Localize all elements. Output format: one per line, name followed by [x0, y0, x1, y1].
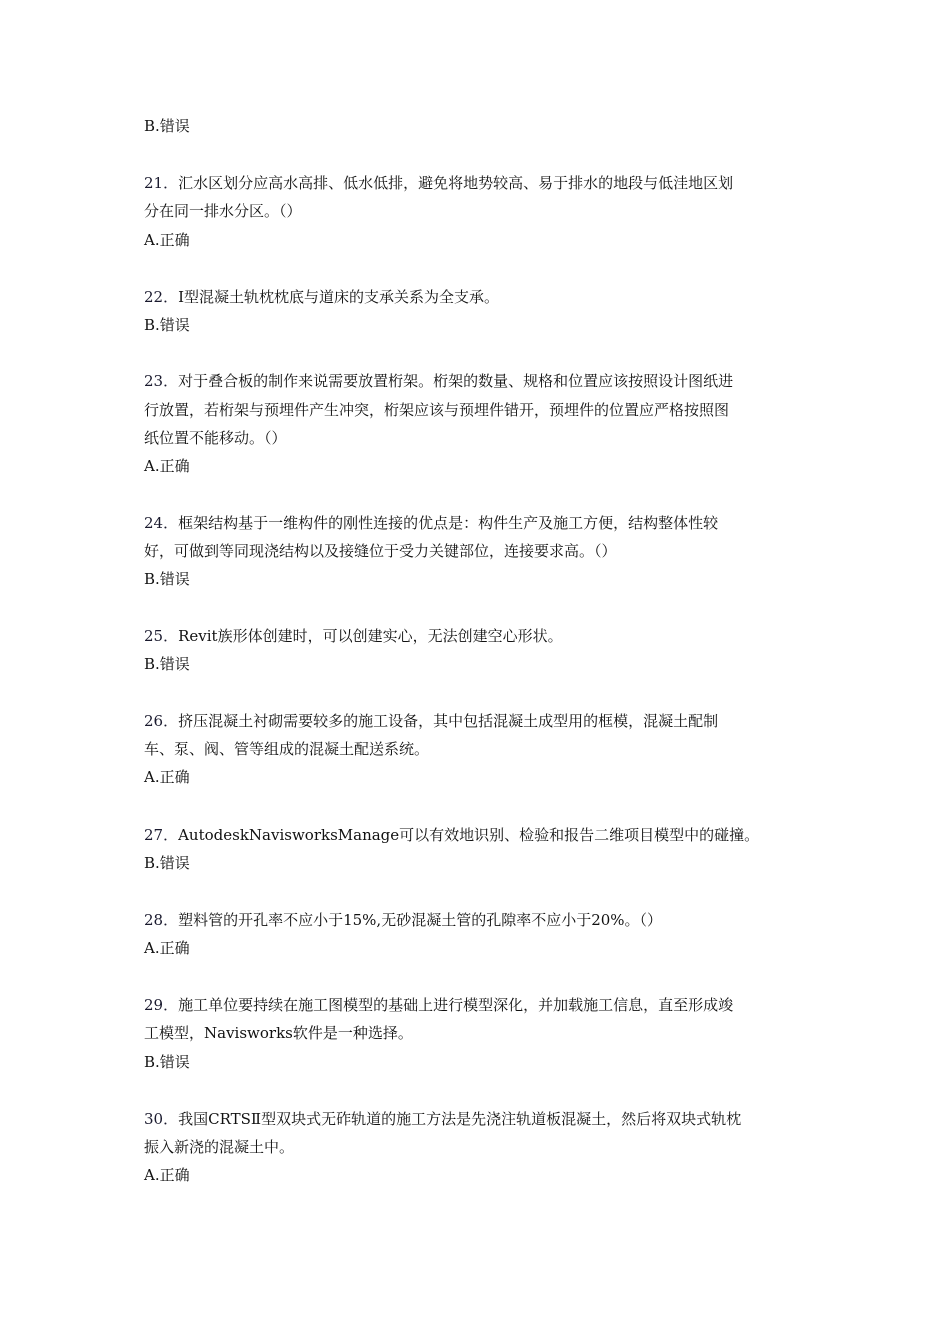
question-text: 框架结构基于一维构件的刚性连接的优点是：构件生产及施工方便，结构整体性较 — [178, 514, 719, 532]
question-number: 25． — [144, 627, 179, 645]
question-25-answer: B.错误 — [144, 655, 190, 673]
question-number: 29． — [144, 996, 179, 1014]
question-24-answer: B.错误 — [144, 570, 190, 588]
question-23-line-3: 纸位置不能移动。（） — [144, 429, 287, 447]
question-number: 30． — [144, 1110, 179, 1128]
question-text: 施工单位要持续在施工图模型的基础上进行模型深化，并加载施工信息，直至形成竣 — [178, 996, 734, 1014]
question-28-answer: A.正确 — [144, 939, 190, 957]
question-30-line-1 — [144, 1105, 804, 1133]
question-29-line-1 — [144, 991, 804, 1019]
question-21-line-2: 分在同一排水分区。（） — [144, 202, 302, 220]
question-21-answer: A.正确 — [144, 231, 190, 249]
question-28-line-1 — [144, 906, 804, 934]
question-text: 我国CRTSⅡ型双块式无砟轨道的施工方法是先浇注轨道板混凝土，然后将双块式轨枕 — [178, 1110, 742, 1128]
question-number: 27． — [144, 826, 179, 844]
question-26-line-1 — [144, 707, 804, 735]
question-26-answer: A.正确 — [144, 768, 190, 786]
question-text: 塑料管的开孔率不应小于15%,无砂混凝土管的孔隙率不应小于20%。（） — [178, 911, 663, 929]
question-27-line-1 — [144, 821, 804, 849]
question-22-line-1 — [144, 283, 804, 311]
question-27-answer: B.错误 — [144, 854, 190, 872]
question-text: AutodeskNavisworksManage可以有效地识别、检验和报告二维项目模型中的碰撞。 — [178, 826, 760, 844]
question-text: Revit族形体创建时，可以创建实心，无法创建空心形状。 — [178, 627, 563, 645]
question-26-line-2: 车、泵、阀、管等组成的混凝土配送系统。 — [144, 740, 430, 758]
question-number: 26． — [144, 712, 179, 730]
question-21-line-1 — [144, 169, 804, 197]
question-29-answer: B.错误 — [144, 1053, 190, 1071]
question-text: Ⅰ型混凝土轨枕枕底与道床的支承关系为全支承。 — [178, 288, 500, 306]
question-24-line-2: 好，可做到等同现浇结构以及接缝位于受力关键部位，连接要求高。（） — [144, 542, 617, 560]
question-25-line-1 — [144, 622, 804, 650]
prev-answer: B.错误 — [144, 117, 190, 135]
question-text: 对于叠合板的制作来说需要放置桁架。桁架的数量、规格和位置应该按照设计图纸进 — [178, 372, 734, 390]
question-number: 28． — [144, 911, 179, 929]
question-23-line-1 — [144, 367, 804, 395]
question-22-answer: B.错误 — [144, 316, 190, 334]
question-29-line-2: 工模型，Navisworks软件是一种选择。 — [144, 1024, 413, 1042]
question-30-line-2: 振入新浇的混凝土中。 — [144, 1138, 295, 1156]
question-23-line-2: 行放置，若桁架与预埋件产生冲突，桁架应该与预埋件错开，预埋件的位置应严格按照图 — [144, 401, 730, 419]
question-24-line-1 — [144, 509, 804, 537]
question-number: 23． — [144, 372, 179, 390]
question-number: 24． — [144, 514, 179, 532]
question-text: 汇水区划分应高水高排、低水低排，避免将地势较高、易于排水的地段与低洼地区划 — [178, 174, 734, 192]
question-text: 挤压混凝土衬砌需要较多的施工设备，其中包括混凝土成型用的框模，混凝土配制 — [178, 712, 719, 730]
question-number: 22． — [144, 288, 179, 306]
question-23-answer: A.正确 — [144, 457, 190, 475]
question-30-answer: A.正确 — [144, 1166, 190, 1184]
question-number: 21． — [144, 174, 179, 192]
